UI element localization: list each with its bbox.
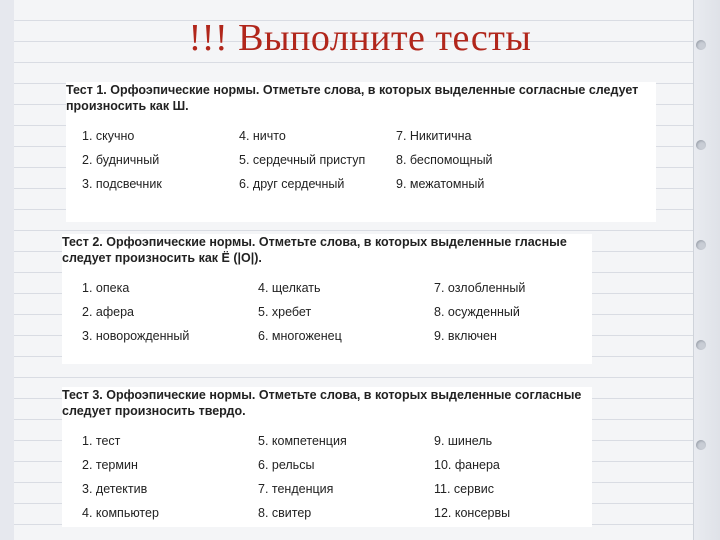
answer-option[interactable]: 3. новорожденный <box>82 329 190 343</box>
answer-option[interactable]: 2. будничный <box>82 153 160 167</box>
answer-option[interactable]: 10. фанера <box>434 458 500 472</box>
answer-option[interactable]: 7. озлобленный <box>434 281 526 295</box>
test-block-1 <box>66 82 656 222</box>
answer-option[interactable]: 2. термин <box>82 458 138 472</box>
test-heading: Тест 2. Орфоэпические нормы. Отметьте слова, в которых выделенные гласные следует произносить как Ё (|О|). <box>62 235 567 265</box>
answer-option[interactable]: 1. опека <box>82 281 130 295</box>
answer-option[interactable]: 4. компьютер <box>82 506 159 520</box>
test-block-3 <box>62 387 592 527</box>
answer-option[interactable]: 7. Никитична <box>396 129 472 143</box>
binding-ring-icon <box>696 340 706 350</box>
answer-option[interactable]: 7. тенденция <box>258 482 334 496</box>
answer-option[interactable]: 8. осужденный <box>434 305 520 319</box>
answer-option[interactable]: 5. хребет <box>258 305 312 319</box>
binding-ring-icon <box>696 140 706 150</box>
binding-ring-icon <box>696 240 706 250</box>
options-grid <box>82 276 592 348</box>
notebook-binding <box>693 0 720 540</box>
answer-option[interactable]: 12. консервы <box>434 506 511 520</box>
slide-title: !!! Выполните тесты <box>188 17 532 59</box>
answer-option[interactable]: 1. тест <box>82 434 121 448</box>
answer-option[interactable]: 3. подсвечник <box>82 177 162 191</box>
answer-option[interactable]: 5. сердечный приступ <box>239 153 366 167</box>
answer-option[interactable]: 9. межатомный <box>396 177 485 191</box>
answer-option[interactable]: 11. сервис <box>434 482 494 496</box>
answer-option[interactable]: 2. афера <box>82 305 134 319</box>
answer-option[interactable]: 4. ничто <box>239 129 286 143</box>
answer-option[interactable]: 9. шинель <box>434 434 493 448</box>
answer-option[interactable]: 6. друг сердечный <box>239 177 345 191</box>
answer-option[interactable]: 6. многоженец <box>258 329 342 343</box>
answer-option[interactable]: 8. беспомощный <box>396 153 493 167</box>
answer-option[interactable]: 4. щелкать <box>258 281 321 295</box>
options-grid <box>82 124 656 196</box>
answer-option[interactable]: 9. включен <box>434 329 497 343</box>
test-heading: Тест 3. Орфоэпические нормы. Отметьте слова, в которых выделенные согласные следует произносить твердо. <box>62 388 582 418</box>
answer-option[interactable]: 6. рельсы <box>258 458 315 472</box>
options-grid <box>82 429 592 525</box>
answer-option[interactable]: 5. компетенция <box>258 434 347 448</box>
test-block-2 <box>62 234 592 364</box>
answer-option[interactable]: 3. детектив <box>82 482 148 496</box>
answer-option[interactable]: 1. скучно <box>82 129 135 143</box>
answer-option[interactable]: 8. свитер <box>258 506 312 520</box>
test-heading: Тест 1. Орфоэпические нормы. Отметьте слова, в которых выделенные согласные следует произносить как Ш. <box>66 83 639 113</box>
page-left-margin <box>0 0 14 540</box>
binding-ring-icon <box>696 440 706 450</box>
